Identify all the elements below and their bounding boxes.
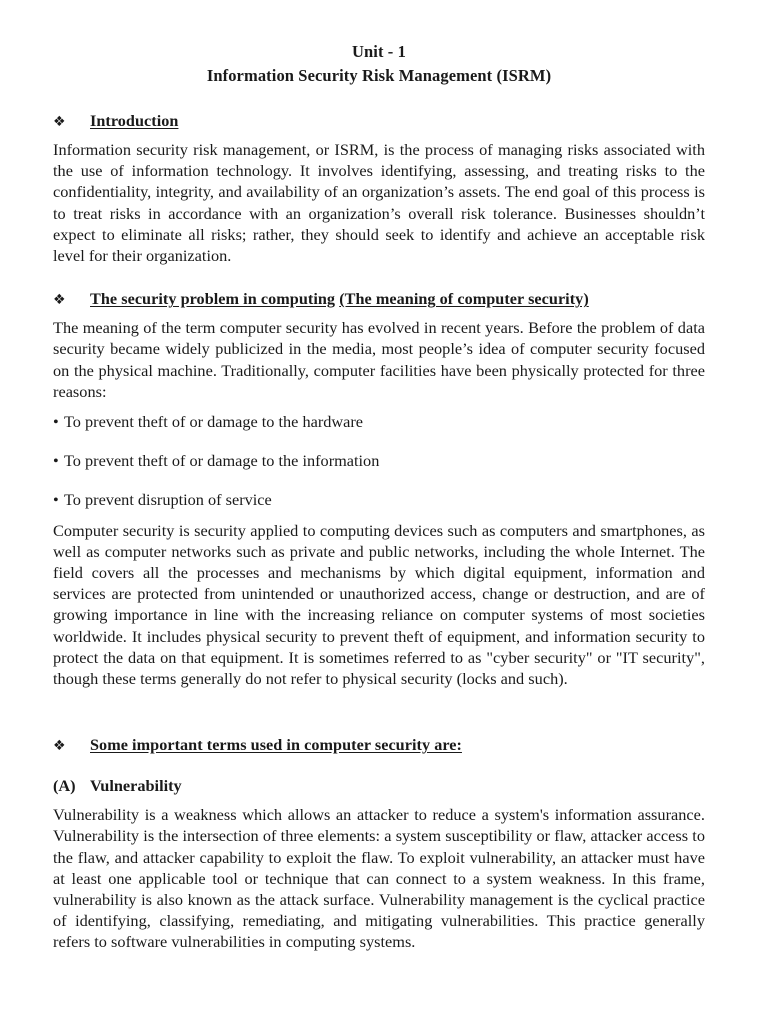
heading-introduction-label: Introduction [90, 112, 179, 130]
bullet-icon: • [53, 490, 59, 510]
heading-security-problem [53, 288, 705, 311]
paragraph-computer-security-definition: Computer security is security applied to computing devices such as computers and smartphones, as well as computer networks such as private and public networks, including the whole Internet. The field covers all the processes and mechanisms by which digital equipment, information and services are protected from unintended or unauthorized access, change or destruction, and are of growing importance in line with the increasing reliance on computer systems of most societies worldwide. It includes physical security to prevent theft of equipment, and information security to protect the data on that equipment. It is sometimes referred to as "cyber security" or "IT security", though these terms generally do not refer to physical security (locks and such). [53, 520, 705, 689]
protection-reasons-list [53, 411, 705, 511]
subheading-vulnerability-title: Vulnerability [90, 776, 182, 796]
paragraph-vulnerability: Vulnerability is a weakness which allows an attacker to reduce a system's information assurance. Vulnerability is the intersection of three elements: a system susceptibility or flaw, attacker access to the flaw, and attacker capability to exploit the flaw. To exploit vulnerability, an attacker must have at least one applicable tool or technique that can connect to a system weakness. In this frame, vulnerability is also known as the attack surface. Vulnerability management is the cyclical practice of identifying, classifying, remediating, and mitigating vulnerabilities. This practice generally refers to software vulnerabilities in computing systems. [53, 805, 705, 952]
section-spacer [53, 692, 705, 712]
list-item [53, 450, 705, 471]
subheading-letter-label: (A) [53, 776, 76, 796]
subheading-vulnerability [53, 775, 705, 797]
paragraph-security-meaning: The meaning of the term computer security has evolved in recent years. Before the problem of data security became widely publicized in the media, most people’s idea of computer security focused on the physical machine. Traditionally, computer facilities have been physically protected for three reasons: [53, 318, 705, 401]
list-item-label: To prevent theft of or damage to the hardware [64, 412, 364, 432]
document-title-block [53, 40, 705, 88]
paragraph-introduction: Information security risk management, or ISRM, is the process of managing risks associated with the use of information technology. It involves identifying, assessing, and treating risks to the confidentiality, integrity, and availability of an organization’s assets. The end goal of this process is to treat risks in accordance with an organization’s overall risk tolerance. Businesses shouldn’t expect to eliminate all risks; rather, they should seek to identify and achieve an acceptable risk level for their organization. [53, 140, 705, 266]
diamond-bullet-icon: ❖ [53, 114, 66, 130]
heading-important-terms-label: Some important terms used in computer security are: [90, 736, 462, 755]
subject-title: Information Security Risk Management (ISRM) [206, 66, 552, 85]
diamond-bullet-icon: ❖ [53, 738, 66, 755]
unit-title: Unit - 1 [352, 42, 406, 61]
list-item-label: To prevent disruption of service [64, 490, 272, 510]
bullet-icon: • [53, 451, 59, 471]
list-item [53, 411, 705, 432]
diamond-bullet-icon: ❖ [53, 292, 66, 309]
heading-important-terms [53, 734, 705, 757]
list-item [53, 489, 705, 510]
bullet-icon: • [53, 412, 59, 432]
list-item-label: To prevent theft of or damage to the information [64, 451, 380, 471]
heading-introduction [53, 110, 705, 133]
heading-security-problem-label: The security problem in computing (The meaning of computer security) [90, 290, 589, 309]
